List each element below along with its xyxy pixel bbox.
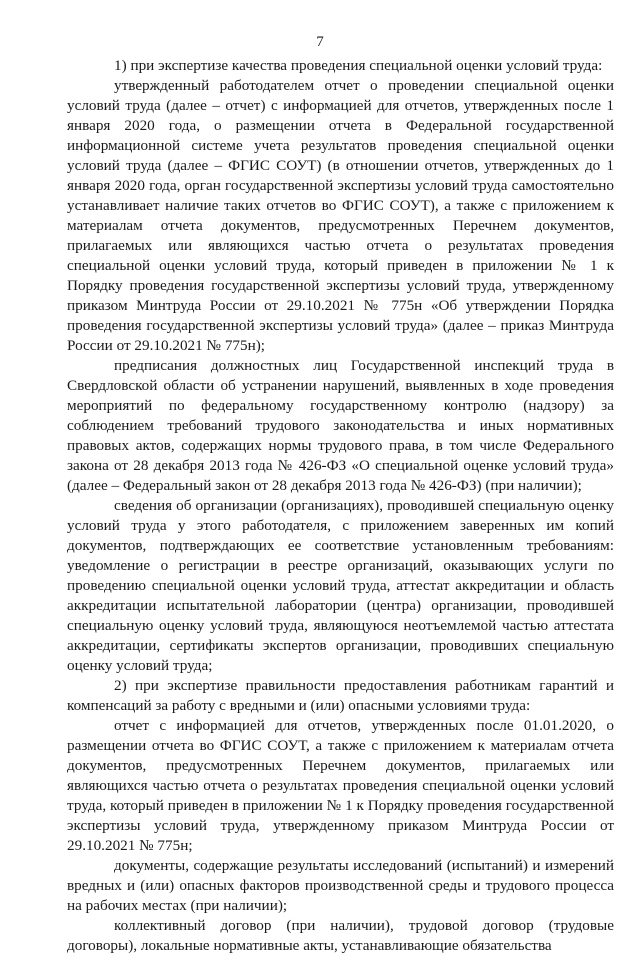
- paragraph-6: отчет с информацией для отчетов, утвержденных после 01.01.2020, о размещении отчета во ФГИС СОУТ, а также с приложением к материалам отчета документов, предусмотренных Перечнем документов, прилагаемых или являющихся частью отчета о результатах проведения специальной оценки условий труда, который приведен в приложении № 1 к Порядку проведения государственной экспертизы условий труда, утвержденному приказом Минтруда России от 29.10.2021 № 775н;: [67, 717, 614, 854]
- paragraph-4: сведения об организации (организациях), проводившей специальную оценку условий труда у этого работодателя, с приложением заверенных им копий документов, подтверждающих ее соответствие установленным требованиям: уведомление о регистрации в реестре организаций, оказывающих услуги по проведению специальной оценки условий труда, аттестат аккредитации и область аккредитации испытательной лаборатории (центра) организации, проводившей специальную оценку условий труда, являющуюся неотъемлемой частью аттестата аккредитации, сертификаты экспертов организации, проводивших специальную оценку условий труда;: [67, 497, 614, 674]
- paragraph-8: коллективный договор (при наличии), трудовой договор (трудовые договоры), локальные нормативные акты, устанавливающие обязательства: [67, 917, 614, 954]
- paragraph-5: 2) при экспертизе правильности предоставления работникам гарантий и компенсаций за работу с вредными и (или) опасными условиями труда:: [67, 677, 614, 714]
- document-body: [67, 56, 614, 956]
- paragraph-3: предписания должностных лиц Государственной инспекций труда в Свердловской области об устранении нарушений, выявленных в ходе проведения мероприятий по федеральному государственному контролю (надзору) за соблюдением требований трудового законодательства и иных нормативных правовых актов, содержащих нормы трудового права, в том числе Федерального закона от 28 декабря 2013 года № 426-ФЗ «О специальной оценке условий труда» (далее – Федеральный закон от 28 декабря 2013 года № 426-ФЗ) (при наличии);: [67, 357, 614, 494]
- page-number: 7: [316, 34, 324, 50]
- paragraph-2: утвержденный работодателем отчет о проведении специальной оценки условий труда (далее – отчет) с информацией для отчетов, утвержденных после 1 января 2020 года, о размещении отчета в Федеральной государственной информационной системе учета результатов проведения специальной оценки условий труда (далее – ФГИС СОУТ) (в отношении отчетов, утвержденных до 1 января 2020 года, орган государственной экспертизы условий труда самостоятельно устанавливает наличие таких отчетов во ФГИС СОУТ), а также с приложением к материалам отчета документов, предусмотренных Перечнем документов, прилагаемых или являющихся частью отчета о результатах проведения специальной оценки условий труда, который приведен в приложении № 1 к Порядку проведения государственной экспертизы условий труда, утвержденному приказом Минтруда России от 29.10.2021 № 775н «Об утверждении Порядка проведения государственной экспертизы условий труда» (далее – приказ Минтруда России от 29.10.2021 № 775н);: [67, 77, 614, 354]
- paragraph-1: 1) при экспертизе качества проведения специальной оценки условий труда:: [114, 57, 603, 74]
- paragraph-7: документы, содержащие результаты исследований (испытаний) и измерений вредных и (или) опасных факторов производственной среды и трудового процесса на рабочих местах (при наличии);: [67, 857, 614, 914]
